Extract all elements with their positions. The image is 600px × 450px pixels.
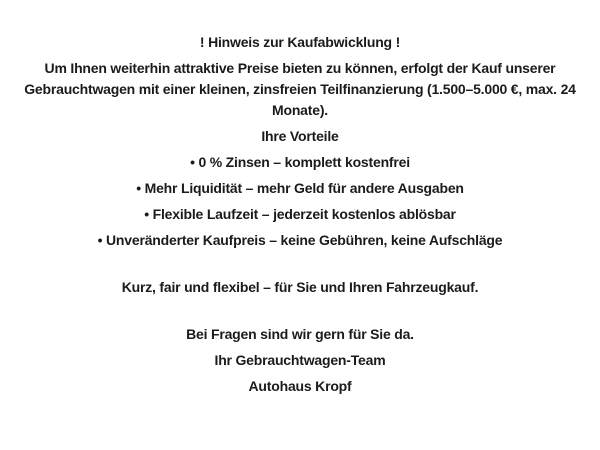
benefit-item-laufzeit: • Flexible Laufzeit – jederzeit kostenlos ablösbar bbox=[144, 206, 456, 222]
benefit-item-liquiditaet: • Mehr Liquidität – mehr Geld für andere Ausgaben bbox=[136, 180, 464, 196]
intro-line-2: Gebrauchtwagen mit einer kleinen, zinsfreien Teilfinanzierung (1.500–5.000 €, max. 24 bbox=[24, 81, 576, 97]
intro-paragraph bbox=[1, 58, 599, 121]
intro-line-1: Um Ihnen weiterhin attraktive Preise bieten zu können, erfolgt der Kauf unserer bbox=[44, 60, 556, 76]
benefit-item-zinsen: • 0 % Zinsen – komplett kostenfrei bbox=[190, 154, 410, 170]
signature-team: Ihr Gebrauchtwagen-Team bbox=[214, 352, 386, 368]
summary-line: Kurz, fair und flexibel – für Sie und Ihren Fahrzeugkauf. bbox=[121, 279, 479, 295]
intro-line-3: Monate). bbox=[272, 102, 328, 118]
benefit-item-kaufpreis: • Unveränderter Kaufpreis – keine Gebühren, keine Aufschläge bbox=[97, 232, 503, 248]
closing-line: Bei Fragen sind wir gern für Sie da. bbox=[186, 326, 414, 342]
benefits-heading: Ihre Vorteile bbox=[261, 128, 339, 144]
signature-company: Autohaus Kropf bbox=[248, 378, 352, 394]
notice-title: ! Hinweis zur Kaufabwicklung ! bbox=[199, 34, 401, 50]
